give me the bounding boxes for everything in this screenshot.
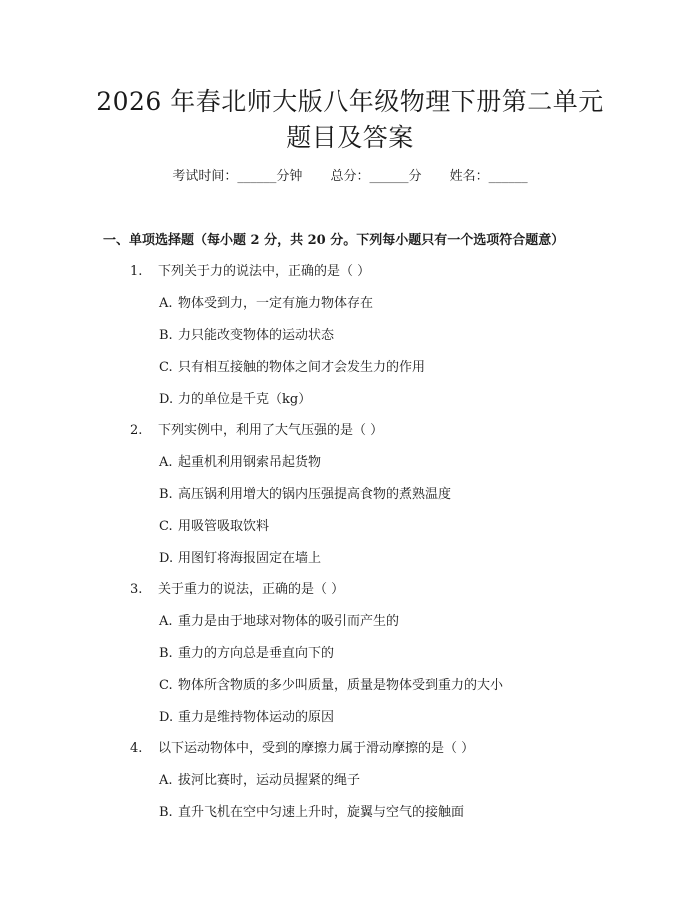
question-3 xyxy=(130,580,344,600)
question-number: 2. xyxy=(130,423,143,438)
option-text: 高压锅利用增大的锅内压强提高食物的煮熟温度 xyxy=(178,487,452,502)
option-letter: D. xyxy=(159,392,174,407)
option-letter: A. xyxy=(159,773,173,788)
question-3-option-b xyxy=(159,644,334,664)
question-2-option-c xyxy=(159,517,269,537)
document-title-line2: 题目及答案 xyxy=(286,123,414,152)
question-1-option-b xyxy=(159,326,334,346)
question-1-option-d xyxy=(159,390,311,410)
question-text: 下列实例中，利用了大气压强的是（ ） xyxy=(158,423,384,438)
question-1-option-c xyxy=(159,358,425,378)
option-text: 物体受到力，一定有施力物体存在 xyxy=(178,296,374,311)
question-1 xyxy=(130,262,370,282)
option-text: 重力是由于地球对物体的吸引而产生的 xyxy=(178,614,400,629)
document-title-line1: 2026 年春北师大版八年级物理下册第二单元 xyxy=(96,87,604,116)
option-letter: A. xyxy=(159,296,173,311)
option-text: 拔河比赛时，运动员握紧的绳子 xyxy=(178,773,361,788)
option-letter: C. xyxy=(159,678,173,693)
student-name-field: 姓名：______ xyxy=(449,169,528,184)
option-text: 起重机利用钢索吊起货物 xyxy=(178,455,322,470)
option-letter: B. xyxy=(159,646,173,661)
question-number: 3. xyxy=(130,582,143,597)
option-text: 力的单位是千克（kg） xyxy=(178,392,312,407)
question-1-option-a xyxy=(159,294,373,314)
section-heading: 一、单项选择题（每小题 2 分，共 20 分。下列每小题只有一个选项符合题意） xyxy=(103,233,565,248)
question-4-option-a xyxy=(159,771,360,791)
option-text: 用吸管吸取饮料 xyxy=(178,519,270,534)
option-text: 物体所含物质的多少叫质量，质量是物体受到重力的大小 xyxy=(178,678,504,693)
question-2-option-a xyxy=(159,453,321,473)
option-text: 用图钉将海报固定在墙上 xyxy=(178,551,322,566)
question-3-option-c xyxy=(159,676,503,696)
option-letter: B. xyxy=(159,487,173,502)
question-text: 以下运动物体中，受到的摩擦力属于滑动摩擦的是（ ） xyxy=(158,741,475,756)
option-letter: A. xyxy=(159,614,173,629)
question-text: 关于重力的说法，正确的是（ ） xyxy=(158,582,345,597)
question-4-option-b xyxy=(159,803,464,823)
option-letter: B. xyxy=(159,805,173,820)
option-letter: C. xyxy=(159,360,173,375)
question-3-option-d xyxy=(159,708,334,728)
option-letter: D. xyxy=(159,551,174,566)
option-text: 直升飞机在空中匀速上升时，旋翼与空气的接触面 xyxy=(178,805,465,820)
exam-time-field: 考试时间：______分钟 xyxy=(172,169,303,184)
option-text: 重力的方向总是垂直向下的 xyxy=(178,646,335,661)
question-number: 4. xyxy=(130,741,143,756)
option-text: 重力是维持物体运动的原因 xyxy=(178,710,335,725)
question-2-option-d xyxy=(159,549,321,569)
question-number: 1. xyxy=(130,264,143,279)
question-3-option-a xyxy=(159,612,399,632)
option-text: 力只能改变物体的运动状态 xyxy=(178,328,335,343)
option-letter: B. xyxy=(159,328,173,343)
option-letter: A. xyxy=(159,455,173,470)
option-letter: D. xyxy=(159,710,174,725)
option-letter: C. xyxy=(159,519,173,534)
question-4 xyxy=(130,739,474,759)
question-2 xyxy=(130,421,383,441)
option-text: 只有相互接触的物体之间才会发生力的作用 xyxy=(178,360,426,375)
exam-info-row xyxy=(0,167,700,187)
question-text: 下列关于力的说法中，正确的是（ ） xyxy=(158,264,371,279)
total-score-field: 总分：______分 xyxy=(330,169,422,184)
question-2-option-b xyxy=(159,485,451,505)
